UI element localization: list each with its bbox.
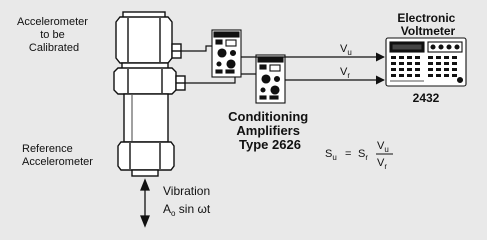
signal-vr-label: $V_r$ <box>340 66 351 80</box>
reference-accelerometer-label: Reference Accelerometer <box>22 143 93 168</box>
electronic-voltmeter <box>386 38 466 86</box>
conditioning-amplifiers-label: Conditioning Amplifiers Type 2626 <box>228 109 309 152</box>
sensitivity-equation <box>325 140 393 171</box>
equation-lhs: $S_u$ <box>325 148 337 162</box>
equation-equals: = <box>345 148 352 160</box>
vibration-label: Vibration <box>163 184 211 198</box>
equation-denominator: $V_r$ <box>377 157 388 171</box>
conditioning-amplifier-2 <box>256 55 285 103</box>
voltmeter-model-label: 2432 <box>412 91 440 105</box>
cable-upper <box>181 46 212 51</box>
calibrated-accelerometer-body <box>116 17 172 63</box>
signal-vu-label: $V_u$ <box>340 43 352 57</box>
accelerometer-stack <box>114 12 185 176</box>
reference-accelerometer-body <box>124 94 168 142</box>
accelerometer-to-be-calibrated-label: Accelerometer to be Calibrated <box>17 16 88 54</box>
electronic-voltmeter-label: Electronic Voltmeter <box>397 11 456 38</box>
lower-nut <box>118 142 174 170</box>
equation-rhs-s: $S_r$ <box>358 148 369 162</box>
vibration-arrow <box>141 180 149 226</box>
equation-numerator: $V_u$ <box>377 140 389 154</box>
conditioning-amplifier-1 <box>212 30 241 77</box>
vibration-formula: $A_o$ sin ωt <box>163 202 211 218</box>
middle-nut <box>114 68 176 94</box>
